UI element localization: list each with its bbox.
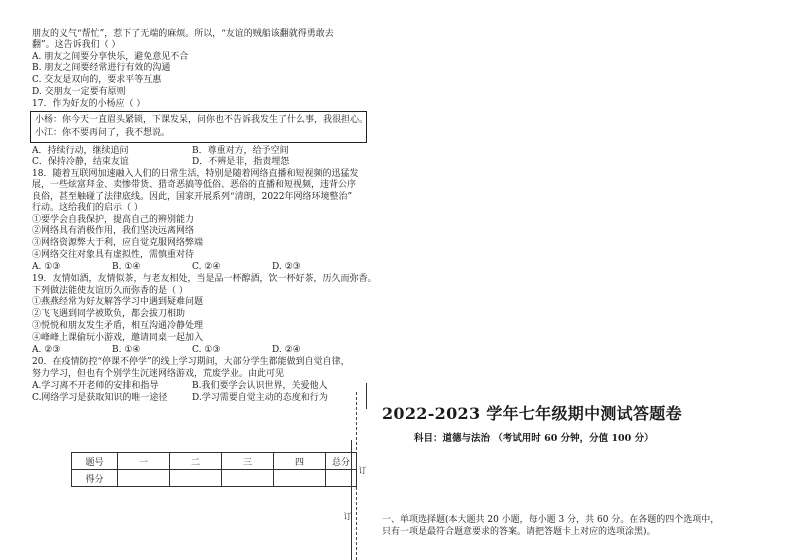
score-row-label: 得分 bbox=[72, 470, 118, 487]
question-text-line: ③悦悦和朋友发生矛盾，相互沟通冷静处理 bbox=[32, 321, 204, 331]
question-text-line: 努力学习，但也有个别学生沉迷网络游戏，荒废学业。由此可见 bbox=[32, 369, 285, 379]
question-text-line: 19．友情如酒，友情似茶，与老友相处，当是品一杯醇酒，饮一杯好茶，历久而弥香。 bbox=[32, 274, 377, 284]
score-header-cell: 二 bbox=[170, 453, 222, 470]
score-cell[interactable] bbox=[170, 470, 222, 487]
page-title: 2022-2023 学年七年级期中测试答题卷 bbox=[382, 404, 682, 423]
page-subtitle: 科目：道德与法治 （考试用时 60 分钟，分值 100 分） bbox=[414, 433, 654, 444]
question-text-line: 朋友的义气“帮忙”，惹下了无端的麻烦。所以，“友谊的贼船该翻就得勇敢去 bbox=[32, 29, 334, 39]
question-text-line: ②飞飞遇到同学被欺负，都会拔刀相助 bbox=[32, 309, 186, 319]
score-cell[interactable] bbox=[222, 470, 274, 487]
question-text-line: A. ①③ bbox=[32, 262, 61, 272]
question-text-line: B. ①④ bbox=[112, 345, 141, 355]
score-header-cell: 总分 bbox=[326, 453, 357, 470]
question-text-line: A. ②③ bbox=[32, 345, 61, 355]
question-text-line: D. ②④ bbox=[272, 345, 301, 355]
question-text-line: ④峰峰上课偷玩小游戏，邀请同桌一起加入 bbox=[32, 333, 204, 343]
dialog-line-1: 小杨：你今天一直眉头紧锁，下课发呆，问你也不告诉我发生了什么事，我很担心。 bbox=[35, 115, 369, 125]
binding-mark-top: 订 bbox=[358, 466, 367, 475]
question-text-line: 下列做法能使友谊历久而弥香的是（ ） bbox=[32, 286, 188, 296]
question-text-line: ④网络交往对象具有虚拟性，需慎重对待 bbox=[32, 250, 195, 260]
question-text-line: 行动。这给我们的启示（ ） bbox=[32, 203, 143, 213]
question-text-line: C. ①③ bbox=[192, 345, 221, 355]
question-text-line: D. 交朋友一定要有原则 bbox=[32, 87, 126, 97]
question-text-line: ③网络资源弊大于利，应自觉克服网络弊端 bbox=[32, 238, 204, 248]
question-text-line: ②网络具有消极作用，我们坚决远离网络 bbox=[32, 226, 195, 236]
score-table bbox=[71, 452, 357, 487]
score-header-cell: 四 bbox=[274, 453, 326, 470]
dialog-box bbox=[30, 111, 367, 143]
question-text-line: B.我们要学会认识世界，关爱他人 bbox=[192, 381, 328, 391]
question-text-line: A. 朋友之间要分享快乐，避免意见不合 bbox=[32, 52, 189, 62]
score-header-cell: 题号 bbox=[72, 453, 118, 470]
question-text-line: D.学习需要自觉主动的态度和行为 bbox=[192, 393, 328, 403]
question-text-line: C. 交友是双向的，要求平等互惠 bbox=[32, 75, 162, 85]
score-header-cell: 一 bbox=[118, 453, 170, 470]
question-text-line: D．不辨是非，指责埋怨 bbox=[192, 157, 290, 167]
question-text-line: A．持续行动，继续追问 bbox=[32, 146, 129, 156]
section-instructions: 一、单项选择题(本大题共 20 小题，每小题 3 分，共 60 分。在各题的四个选项中，只有一项是最符合题意要求的答案。请把答题卡上对应的选项涂黑)。 bbox=[382, 515, 720, 537]
question-text-line: 17．作为好友的小杨应（ ） bbox=[32, 99, 146, 109]
score-table-header bbox=[72, 453, 357, 470]
score-cell[interactable] bbox=[118, 470, 170, 487]
question-text-line: 良俗，甚至触碰了法律底线。因此，国家开展系列“清朗，2022年网络环境整治” bbox=[32, 192, 353, 202]
score-cell[interactable] bbox=[326, 470, 357, 487]
question-text-line: ①燕燕经常为好友解答学习中遇到疑难问题 bbox=[32, 297, 204, 307]
question-text-line: C. ②④ bbox=[192, 262, 221, 272]
question-text-line: D. ②③ bbox=[272, 262, 301, 272]
question-text-line: B. 朋友之间要经常进行有效的沟通 bbox=[32, 63, 171, 73]
question-text-line: C．保持冷静，结束友谊 bbox=[32, 157, 129, 167]
question-text-line: A.学习离不开老师的安排和指导 bbox=[32, 381, 159, 391]
question-text-line: 18．随着互联网加速融入人们的日常生活，特别是随着网络直播和短视频的迅猛发 bbox=[32, 169, 359, 179]
score-table-row bbox=[72, 470, 357, 487]
question-text-line: 翻”。这告诉我们（ ） bbox=[32, 40, 121, 50]
score-cell[interactable] bbox=[274, 470, 326, 487]
column-divider bbox=[366, 383, 367, 409]
score-header-cell: 三 bbox=[222, 453, 274, 470]
question-text-line: C.网络学习是获取知识的唯一途径 bbox=[32, 393, 168, 403]
binding-mark-bottom: 订 bbox=[343, 512, 352, 521]
dialog-line-2: 小江：你不要再问了，我不想说。 bbox=[35, 128, 171, 138]
question-text-line: 展，一些炫富拜金、卖惨带货、猎奇恶搞等低俗、恶俗的直播和短视频，违背公序 bbox=[32, 180, 357, 190]
question-text-line: ①要学会自我保护，提高自己的辨别能力 bbox=[32, 215, 195, 225]
question-text-line: B. ①④ bbox=[112, 262, 141, 272]
question-text-line: 20．在疫情防控“停课不停学”的线上学习期间，大部分学生都能做到自觉自律， bbox=[32, 357, 350, 367]
question-text-line: B．尊重对方，给予空间 bbox=[192, 146, 289, 156]
